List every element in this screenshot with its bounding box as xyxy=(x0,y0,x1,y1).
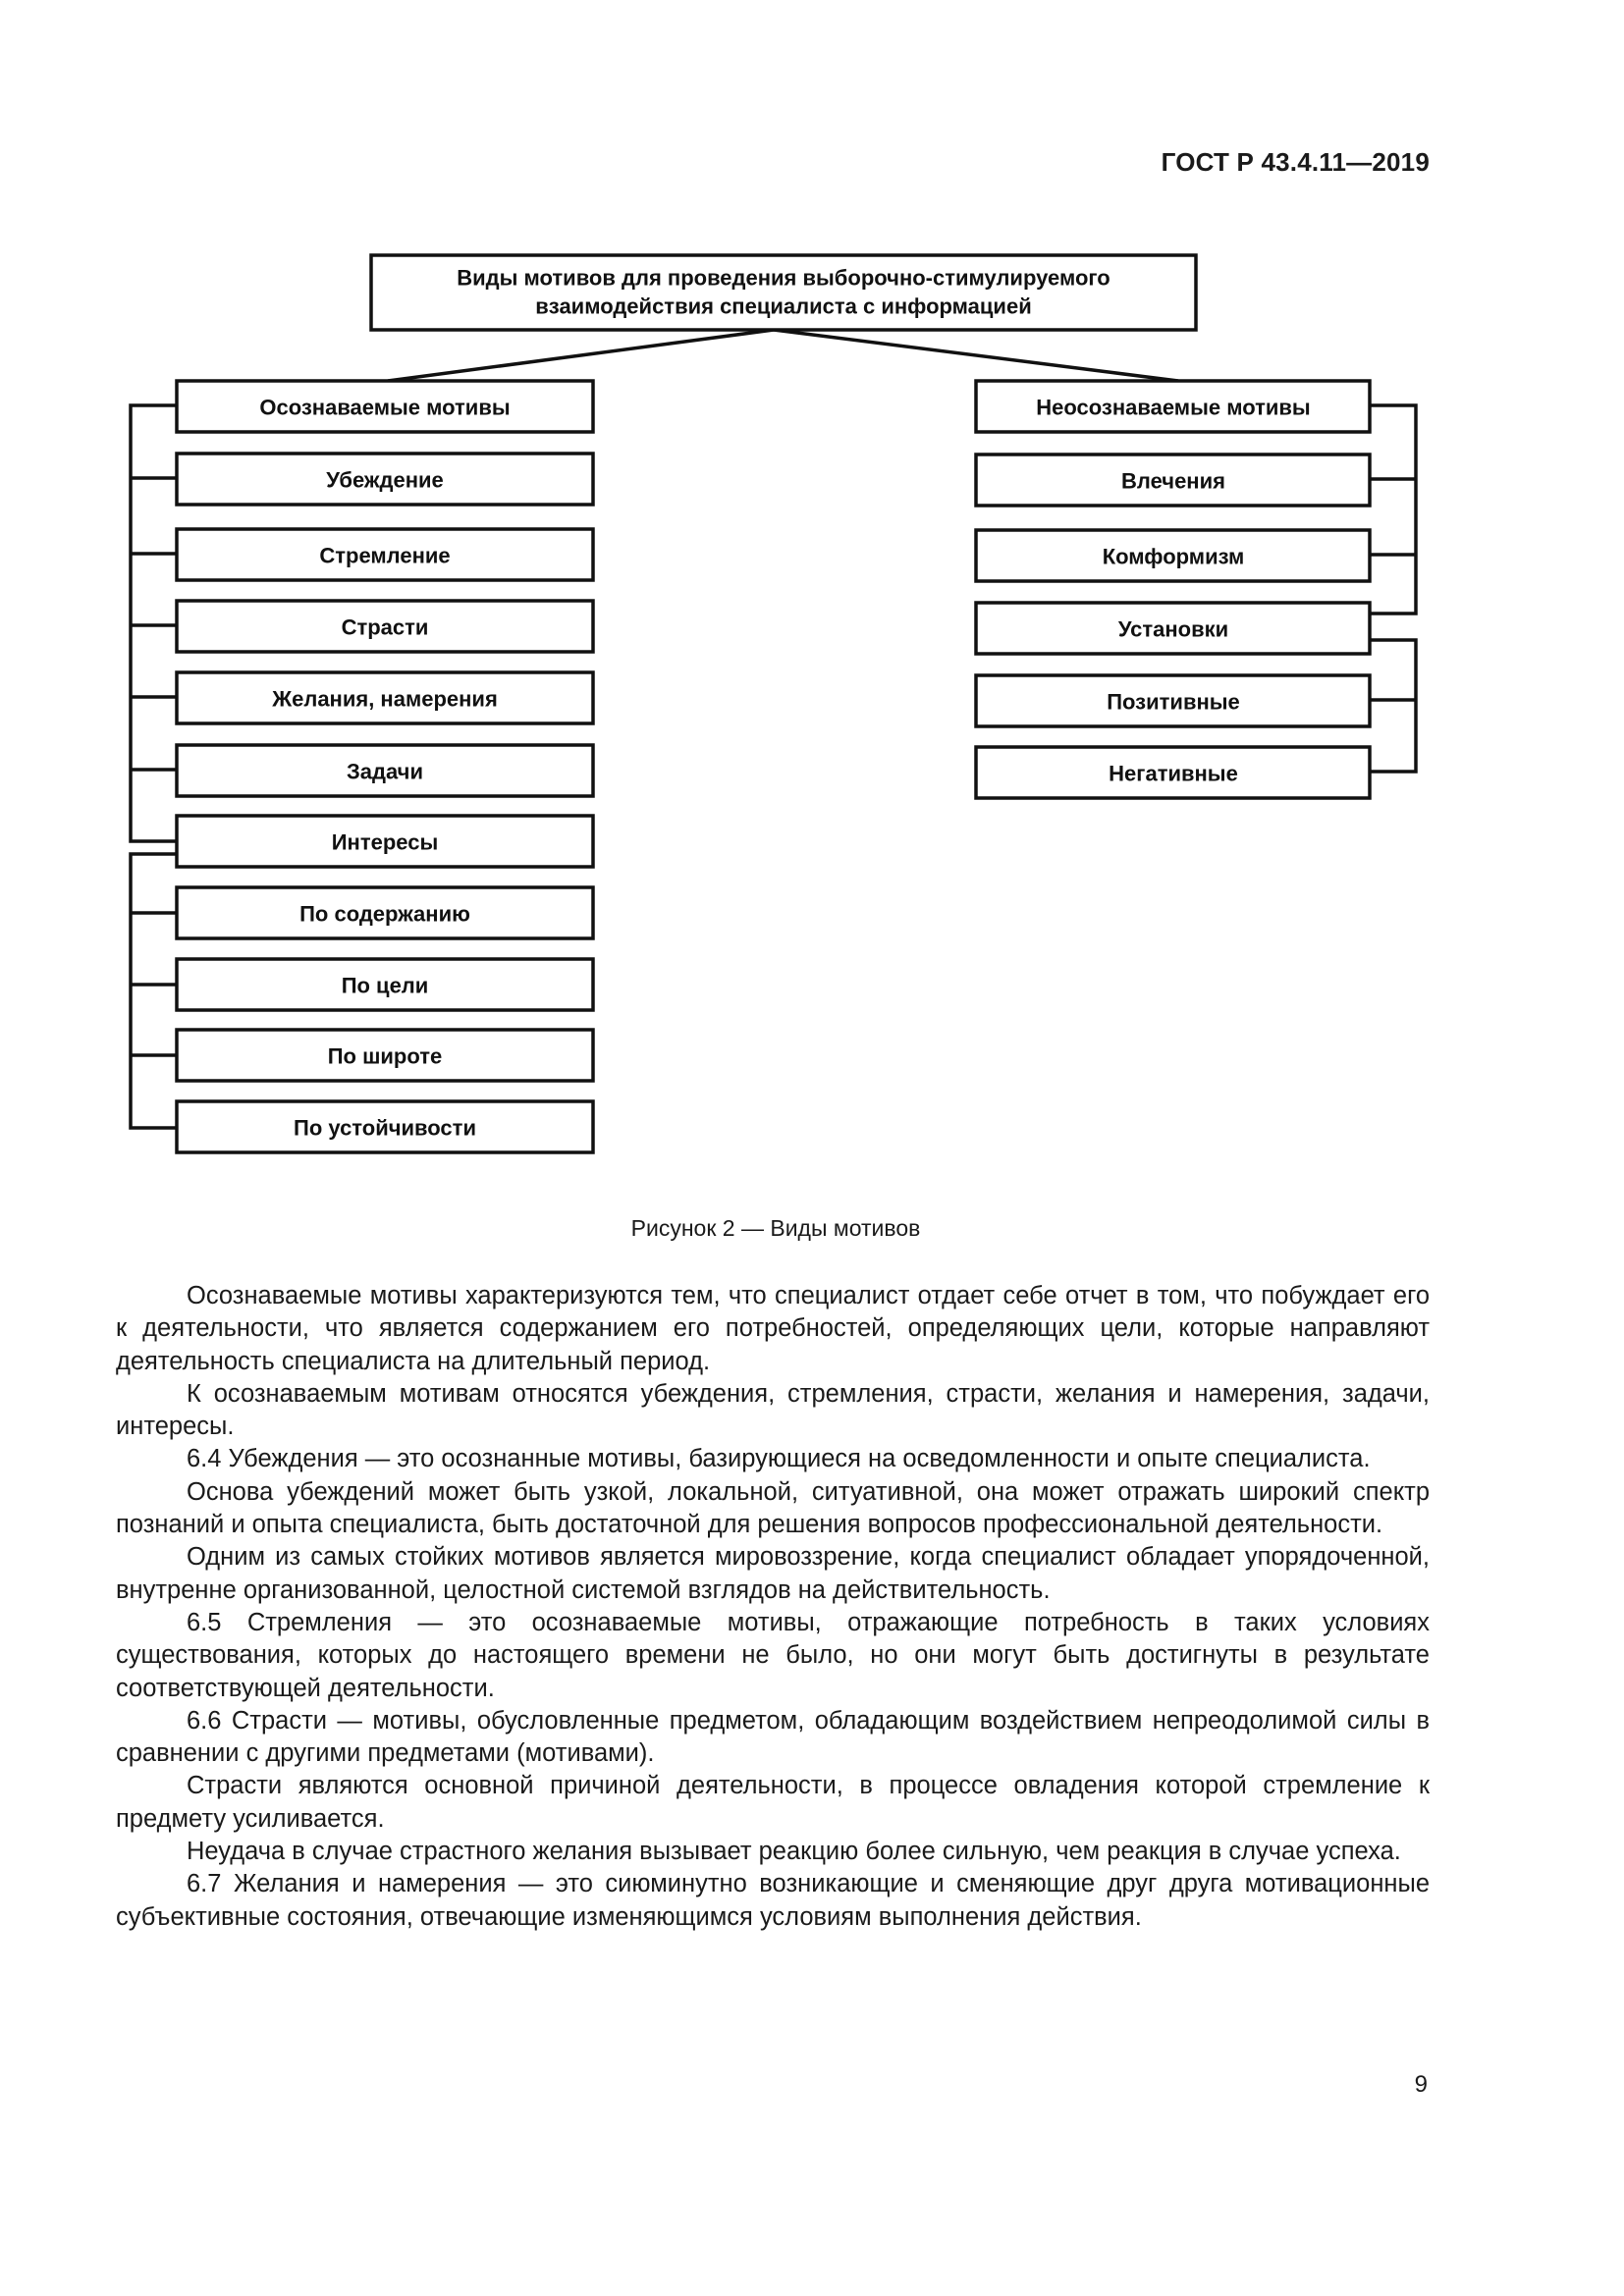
unconscious-motives-title: Неосознаваемые мотивы xyxy=(1036,395,1311,420)
right-subitem-positive: Позитивные xyxy=(1107,689,1240,715)
left-item-beliefs: Убеждение xyxy=(326,467,444,493)
left-item-interests: Интересы xyxy=(331,829,439,855)
left-item-passions: Страсти xyxy=(341,614,429,640)
paragraph: Страсти являются основной причиной деятельности, в процессе овладения которой стремление к предмету усиливается. xyxy=(116,1772,1430,1833)
paragraph: Основа убеждений может быть узкой, локальной, ситуативной, она может отражать широкий спектр познаний и опыта специалиста, быть достаточной для решения вопросов профессиональной деятельности. xyxy=(116,1477,1430,1539)
document-id-header: ГОСТ Р 43.4.11—2019 xyxy=(1161,147,1430,177)
left-subitem-content: По содержанию xyxy=(299,901,470,927)
left-item-aspiration: Стремление xyxy=(319,543,451,568)
right-item-drives: Влечения xyxy=(1121,468,1225,494)
figure-caption: Рисунок 2 — Виды мотивов xyxy=(630,1215,921,1241)
page-number: 9 xyxy=(1414,2071,1428,2098)
left-subitem-stability: По устойчивости xyxy=(294,1115,476,1141)
left-subitem-goal: По цели xyxy=(341,973,429,998)
left-item-desires: Желания, намерения xyxy=(272,686,498,712)
root-title-line2: взаимодействия специалиста с информацией xyxy=(535,294,1032,319)
left-item-tasks: Задачи xyxy=(347,759,423,784)
right-item-attitudes: Установки xyxy=(1117,616,1229,642)
paragraph: Одним из самых стойких мотивов является мировоззрение, когда специалист обладает упорядоченной, внутренне организованной, целостной системой взглядов на действительность. xyxy=(116,1543,1430,1604)
body-text xyxy=(116,1280,1430,1934)
paragraph: 6.4 Убеждения — это осознанные мотивы, базирующиеся на осведомленности и опыте специалиста. xyxy=(187,1445,1371,1473)
right-subitem-negative: Негативные xyxy=(1109,761,1238,786)
paragraph: 6.6 Страсти — мотивы, обусловленные предметом, обладающим воздействием непреодолимой силы в сравнении с другими предметами (мотивами). xyxy=(116,1706,1430,1768)
paragraph: 6.7 Желания и намерения — это сиюминутно возникающие и сменяющие друг друга мотивационные субъективные состояния, отвечающие изменяющимся условиям выполнения действия. xyxy=(116,1870,1430,1931)
paragraph: Неудача в случае страстного желания вызывает реакцию более сильную, чем реакция в случае успеха. xyxy=(187,1838,1401,1866)
paragraph: Осознаваемые мотивы характеризуются тем, что специалист отдает себе отчет в том, что побуждает его к деятельности, что является содержанием его потребностей, определяющих цели, которые направляют деятельность специалиста на длительный период. xyxy=(116,1282,1430,1375)
paragraph: К осознаваемым мотивам относятся убеждения, стремления, страсти, желания и намерения, задачи, интересы. xyxy=(116,1379,1430,1441)
left-subitem-breadth: По широте xyxy=(327,1043,443,1069)
conscious-motives-title: Осознаваемые мотивы xyxy=(259,395,511,420)
paragraph: 6.5 Стремления — это осознаваемые мотивы, отражающие потребность в таких условиях существования, которых до настоящего времени не было, но они могут быть достигнуты в результате соответствующей деятельности. xyxy=(116,1608,1430,1702)
root-title-line1: Виды мотивов для проведения выборочно-стимулируемого xyxy=(457,265,1110,291)
right-item-conformism: Комформизм xyxy=(1102,544,1245,569)
